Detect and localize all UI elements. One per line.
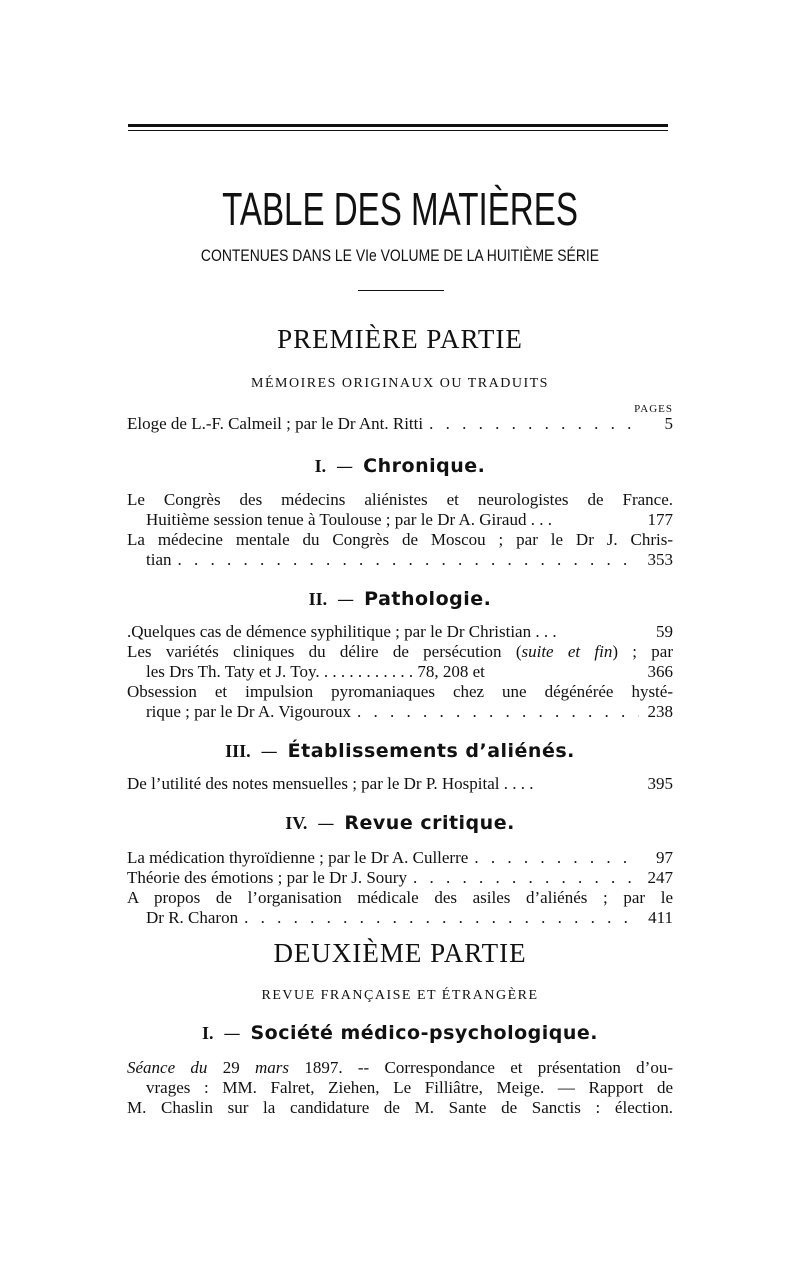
entry-text: rique ; par le Dr A. Vigouroux (146, 702, 351, 721)
section-number: III. (225, 741, 251, 761)
leader-dots (178, 550, 640, 570)
entry-page: 97 (656, 848, 673, 867)
entry-page: 177 (647, 510, 673, 529)
entry-page: 5 (664, 414, 673, 433)
section-number: II. (308, 589, 328, 609)
section-name: Société médico-psychologique. (250, 1022, 599, 1044)
section-dash: — (317, 814, 335, 834)
toc-entry (127, 848, 673, 868)
line-italic: mars (255, 1058, 290, 1077)
part2-title: DEUXIÈME PARTIE (273, 938, 527, 968)
toc-entry (146, 662, 673, 682)
entry-page: 247 (647, 868, 673, 887)
toc-entry-eloge (127, 414, 673, 434)
entry-page: 59 (656, 622, 673, 641)
section-heading-chronique (0, 455, 800, 477)
toc-entry (127, 868, 673, 888)
toc-line: La médecine mentale du Congrès de Moscou ; par le Dr J. Chris- (127, 530, 673, 549)
entry-page: 366 (647, 662, 673, 681)
part1-title: PREMIÈRE PARTIE (277, 324, 523, 354)
toc-entry (127, 622, 673, 642)
entry-text: Dr R. Charon (146, 908, 239, 927)
section-heading-societe (0, 1022, 800, 1044)
top-rule-thick (128, 124, 668, 127)
section-dash: — (336, 457, 354, 477)
entry-page: 238 (647, 702, 673, 721)
section-name: Pathologie. (364, 588, 492, 610)
line-part: ) ; par (612, 642, 674, 661)
entry-text: Théorie des émotions ; par le Dr J. Soury (127, 868, 407, 887)
entry-text: Eloge de L.-F. Calmeil ; par le Dr Ant. Ritti (127, 414, 424, 433)
top-rule-thin (128, 130, 668, 131)
entry-text: De l’utilité des notes mensuelles ; par le Dr P. Hospital . . . . (127, 774, 534, 793)
leader-dots (429, 414, 639, 434)
section-dash: — (223, 1024, 241, 1044)
leader-dots (244, 908, 639, 928)
toc-entry (146, 702, 673, 722)
line-italic: Séance du (127, 1058, 208, 1077)
entry-text: tian (146, 550, 172, 569)
section-number: I. (314, 456, 327, 476)
part2-subtitle: REVUE FRANÇAISE ET ÉTRANGÈRE (261, 988, 539, 1003)
section-name: Établissements d’aliénés. (287, 740, 575, 762)
section-name: Chronique. (363, 455, 486, 477)
line-part: 29 (222, 1058, 240, 1077)
entry-page: 395 (647, 774, 673, 793)
toc-line: vrages : MM. Falret, Ziehen, Le Filliâtre, Meige. — Rapport de (146, 1078, 673, 1097)
toc-entry (146, 550, 673, 570)
entry-text: les Drs Th. Taty et J. Toy. . . . . . . . . . . . 78, 208 et (146, 662, 485, 681)
line-italic: suite et fin (521, 642, 613, 661)
leader-dots (413, 868, 639, 888)
section-name: Revue critique. (344, 812, 515, 834)
toc-line: Le Congrès des médecins aliénistes et neurologistes de France. (127, 490, 673, 509)
leader-dots (357, 702, 639, 722)
section-heading-etablissements (0, 740, 800, 762)
toc-entry (146, 510, 673, 530)
section-number: I. (201, 1023, 214, 1043)
entry-text: .Quelques cas de démence syphilitique ; par le Dr Christian . . . (127, 622, 557, 641)
section-heading-pathologie (0, 588, 800, 610)
line-part: 1897. -- Correspondance et présentation d’ou- (304, 1058, 674, 1077)
divider-rule (358, 290, 444, 291)
toc-line: Obsession et impulsion pyromaniaques chez une dégénérée hysté- (127, 682, 673, 701)
entry-page: 353 (647, 550, 673, 569)
section-dash: — (337, 590, 355, 610)
toc-line (127, 642, 673, 662)
toc-line: A propos de l’organisation médicale des asiles d’aliénés ; par le (127, 888, 673, 907)
page-title: TABLE DES MATIÈRES (222, 183, 578, 235)
line-part: Les variétés cliniques du délire de persécution ( (127, 642, 522, 661)
toc-line (127, 1058, 673, 1078)
section-dash: — (260, 742, 278, 762)
leader-dots (474, 848, 639, 868)
toc-entry (146, 908, 673, 928)
part1-subtitle: MÉMOIRES ORIGINAUX OU TRADUITS (251, 376, 549, 391)
section-number: IV. (285, 813, 308, 833)
page-subtitle: CONTENUES DANS LE VIe VOLUME DE LA HUITIÈME SÉRIE (200, 246, 600, 265)
entry-page: 411 (648, 908, 673, 927)
section-heading-revue-critique (0, 812, 800, 834)
pages-column-label: PAGES (634, 403, 673, 415)
toc-entry (127, 774, 673, 794)
entry-text: Huitième session tenue à Toulouse ; par le Dr A. Giraud . . . (146, 510, 552, 529)
entry-text: La médication thyroïdienne ; par le Dr A. Cullerre (127, 848, 469, 867)
toc-line: M. Chaslin sur la candidature de M. Sante de Sanctis : élection. (127, 1098, 673, 1117)
